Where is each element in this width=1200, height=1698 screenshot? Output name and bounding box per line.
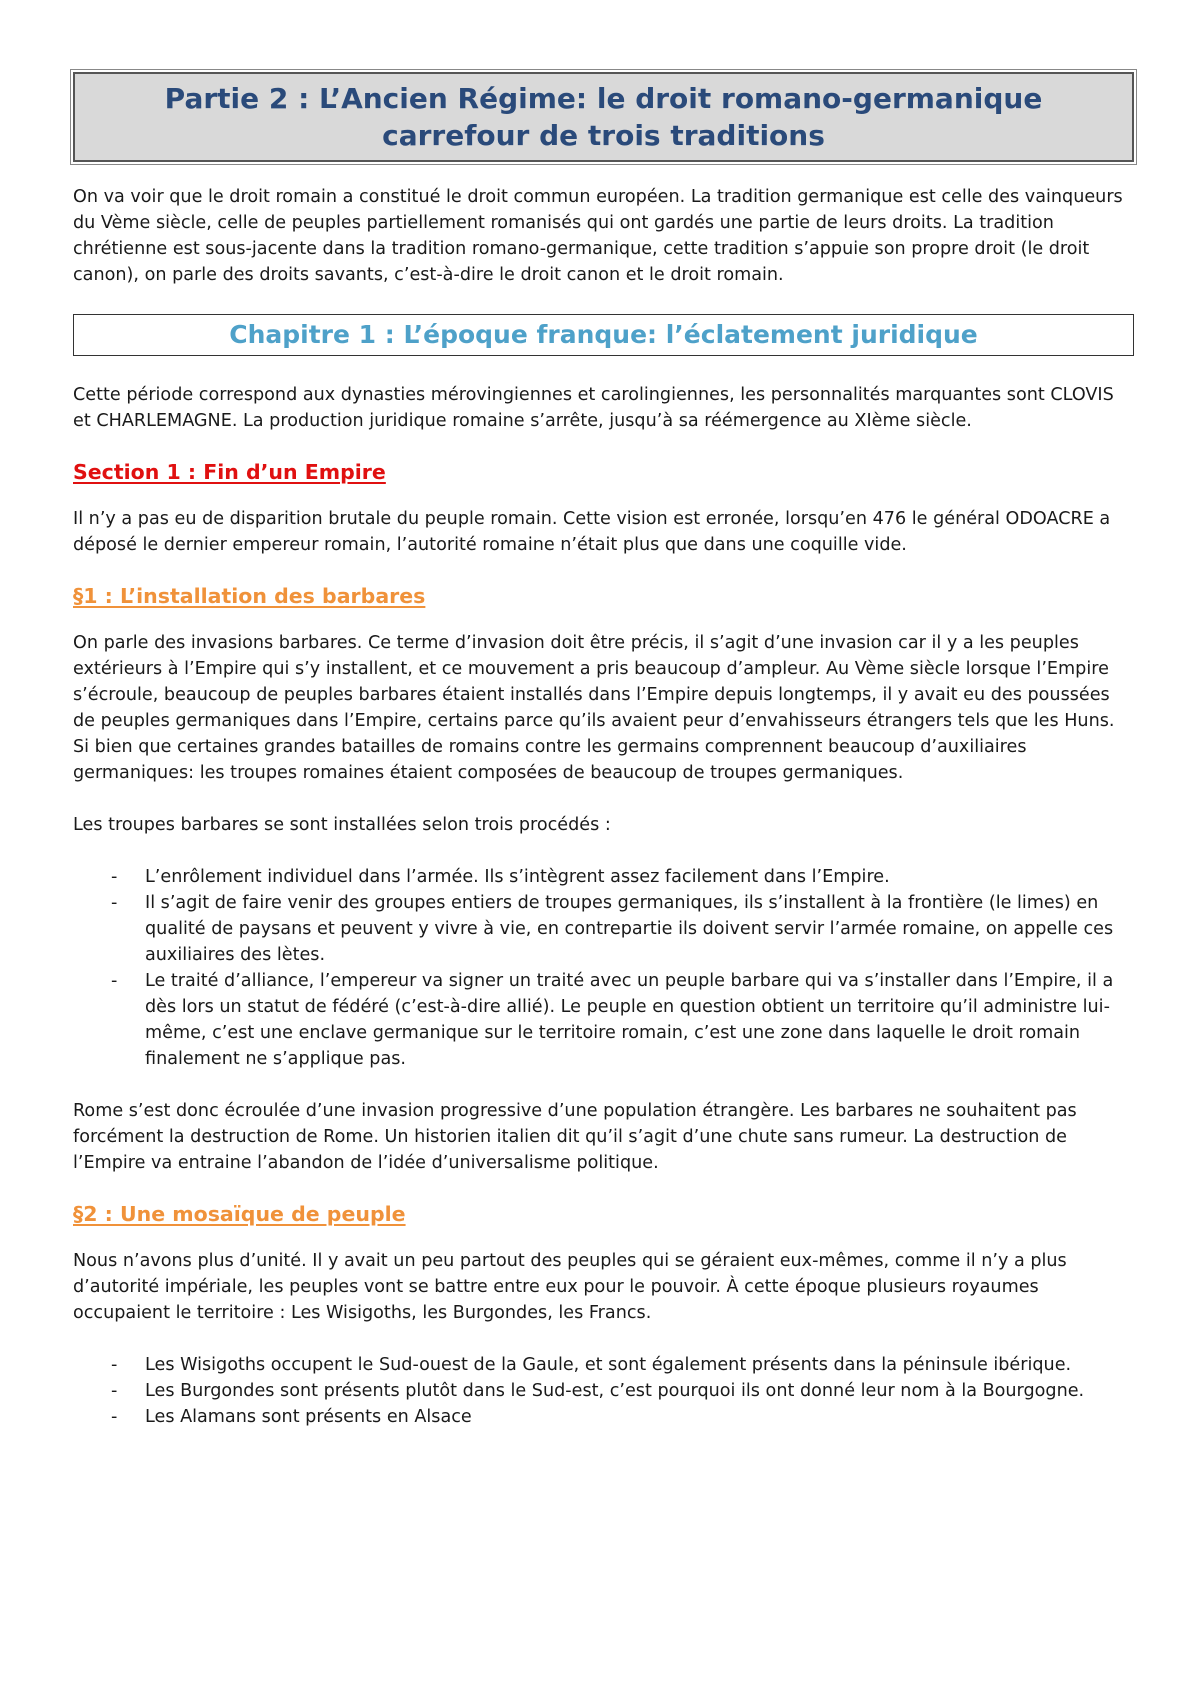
subsection-2-paragraph-1: Nous n’avons plus d’unité. Il y avait un peu partout des peuples qui se géraient eux-mêmes, comme il n’y a plus d’autorité impériale, les peuples vont se battre entre eux pour le pouvoir. À cette époque plusieurs royaumes occupaient le territoire : Les Wisigoths, les Burgondes, les Francs. [73,1251,1067,1323]
chapter-intro-paragraph: Cette période correspond aux dynasties mérovingiennes et carolingiennes, les personnalités marquantes sont CLOVIS et CHARLEMAGNE. La production juridique romaine s’arrête, jusqu’à sa réémergence au XIème siècle. [73,385,1114,431]
intro-paragraph: On va voir que le droit romain a constitué le droit commun européen. La tradition germanique est celle des vainqueurs du Vème siècle, celle de peuples partiellement romanisés qui ont gardés une partie de leurs droits. La tradition chrétienne est sous-jacente dans la tradition romano-germanique, cette tradition s’appuie son propre droit (le droit canon), on parle des droits savants, c’est-à-dire le droit canon et le droit romain. [73,187,1123,285]
list-item [73,1378,1134,1404]
list-item [73,890,1134,968]
part-title-line-2: carrefour de trois traditions [382,119,825,152]
list-item-text: Les Alamans sont présents en Alsace [145,1407,472,1427]
subsection-1-paragraph-2: Les troupes barbares se sont installées selon trois procédés : [73,815,611,835]
subsection-2-heading: §2 : Une mosaïque de peuple [73,1202,406,1226]
list-item-text: Les Wisigoths occupent le Sud-ouest de la Gaule, et sont également présents dans la péninsule ibérique. [145,1355,1072,1375]
list-dash: - [111,893,118,913]
list-item-text: Le traité d’alliance, l’empereur va signer un traité avec un peuple barbare qui va s’installer dans l’Empire, il a dès lors un statut de fédéré (c’est-à-dire allié). Le peuple en question obtient un territoire qu’il administre lui-même, c’est une enclave germanique sur le territoire romain, c’est une zone dans laquelle le droit romain finalement ne s’applique pas. [145,971,1114,1069]
peoples-list [73,1352,1134,1430]
chapter-title: Chapitre 1 : L’époque franque: l’éclatement juridique [73,314,1134,356]
list-dash: - [111,1407,118,1427]
list-item [73,968,1134,1072]
list-dash: - [111,867,118,887]
list-item-text: L’enrôlement individuel dans l’armée. Ils s’intègrent assez facilement dans l’Empire. [145,867,890,887]
part-title-box [73,72,1134,162]
section-1-heading: Section 1 : Fin d’un Empire [73,460,386,484]
list-item [73,1352,1134,1378]
list-item [73,864,1134,890]
section-1-paragraph: Il n’y a pas eu de disparition brutale du peuple romain. Cette vision est erronée, lorsqu’en 476 le général ODOACRE a déposé le dernier empereur romain, l’autorité romaine n’était plus que dans une coquille vide. [73,509,1111,555]
subsection-1-paragraph-3: Rome s’est donc écroulée d’une invasion progressive d’une population étrangère. Les barbares ne souhaitent pas forcément la destruction de Rome. Un historien italien dit qu’il s’agit d’une chute sans rumeur. La destruction de l’Empire va entraine l’abandon de l’idée d’universalisme politique. [73,1101,1077,1173]
subsection-1-paragraph-1: On parle des invasions barbares. Ce terme d’invasion doit être précis, il s’agit d’une invasion car il y a les peuples extérieurs à l’Empire qui s’y installent, et ce mouvement a pris beaucoup d’ampleur. Au Vème siècle lorsque l’Empire s’écroule, beaucoup de peuples barbares étaient installés dans l’Empire depuis longtemps, il y avait eu des poussées de peuples germaniques dans l’Empire, certains parce qu’ils avaient peur d’envahisseurs étrangers tels que les Huns. Si bien que certaines grandes batailles de romains contre les germains comprennent beaucoup d’auxiliaires germaniques: les troupes romaines étaient composées de beaucoup de troupes germaniques. [73,633,1115,783]
list-dash: - [111,1355,118,1375]
part-title-line-1: Partie 2 : L’Ancien Régime: le droit romano-germanique [164,82,1043,115]
subsection-1-heading: §1 : L’installation des barbares [73,584,426,608]
list-dash: - [111,1381,118,1401]
procedures-list [73,864,1134,1072]
list-item [73,1404,1134,1430]
list-dash: - [111,971,118,991]
list-item-text: Les Burgondes sont présents plutôt dans le Sud-est, c’est pourquoi ils ont donné leur nom à la Bourgogne. [145,1381,1085,1401]
list-item-text: Il s’agit de faire venir des groupes entiers de troupes germaniques, ils s’installent à la frontière (le limes) en qualité de paysans et peuvent y vivre à vie, en contrepartie ils doivent servir l’armée romaine, on appelle ces auxiliaires des lètes. [145,893,1114,965]
